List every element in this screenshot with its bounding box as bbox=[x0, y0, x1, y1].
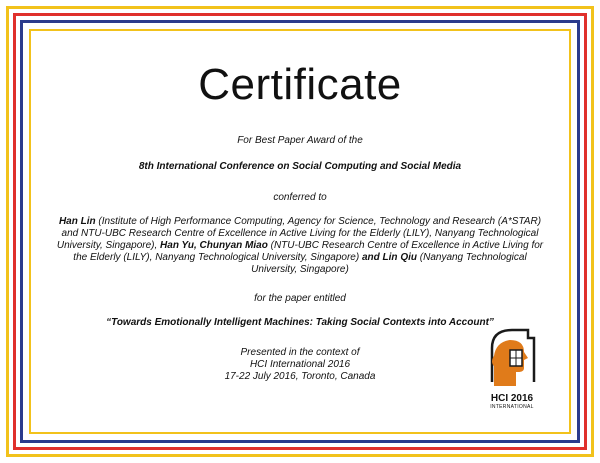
logo-title: HCI 2016 bbox=[490, 393, 534, 404]
author-affiliation: (NTU-UBC Research Centre of Excellence in Active Living for the Elderly (LILY), Nanyang Technological University, Singapore) bbox=[73, 240, 544, 263]
authors-block bbox=[40, 216, 560, 276]
logo-subtitle: INTERNATIONAL bbox=[490, 404, 534, 410]
paper-title: “Towards Emotionally Intelligent Machines: Taking Social Contexts into Account” bbox=[106, 317, 494, 328]
hci-logo bbox=[472, 322, 552, 422]
award-line: For Best Paper Award of the bbox=[237, 135, 363, 146]
hci-head-icon bbox=[480, 322, 544, 390]
event-date-location: 17-22 July 2016, Toronto, Canada bbox=[224, 371, 376, 382]
author-affiliation: (Institute of High Performance Computing, Agency for Science, Technology and Research (A*STAR) and NTU-UBC Research Centre of Excellence in Active Living for the Elderly (LILY), Nanyang Technological University, Singapore), bbox=[56, 216, 542, 251]
author-name: Han Lin bbox=[58, 216, 96, 227]
event-name: HCI International 2016 bbox=[249, 359, 351, 370]
author-affiliation: (Nanyang Technological University, Singapore) bbox=[251, 252, 527, 275]
for-paper-label: for the paper entitled bbox=[254, 293, 346, 304]
author-name: and Lin Qiu bbox=[361, 252, 417, 263]
conference-name: 8th International Conference on Social Computing and Social Media bbox=[138, 161, 462, 172]
author-name: Han Yu, Chunyan Miao bbox=[160, 240, 268, 251]
certificate-title: Certificate bbox=[198, 60, 402, 109]
presented-context: Presented in the context of bbox=[240, 347, 360, 358]
conferred-to: conferred to bbox=[273, 192, 327, 203]
